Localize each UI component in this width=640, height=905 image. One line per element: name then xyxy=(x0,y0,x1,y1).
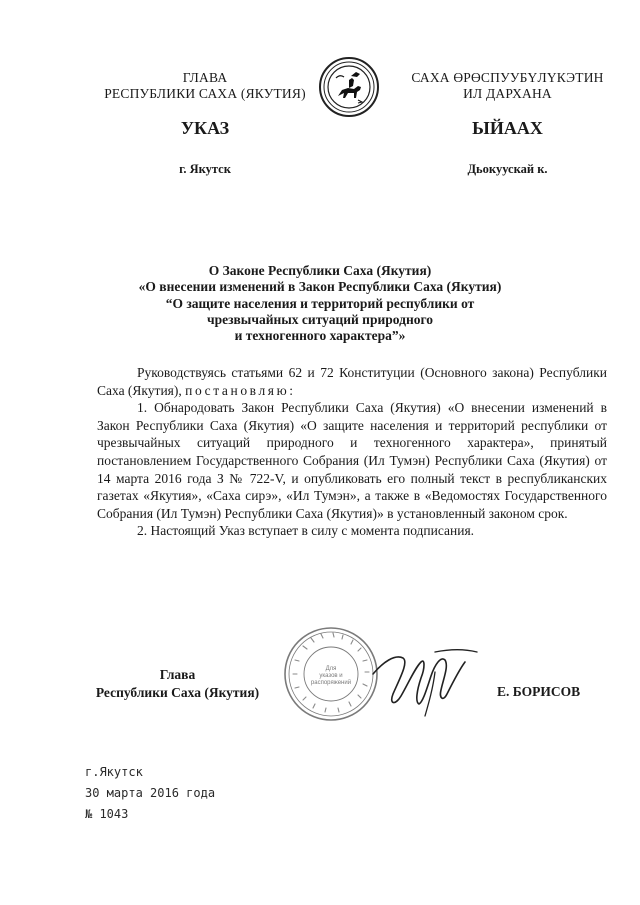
decree-title xyxy=(70,263,570,344)
stamp-center-line-2: указов и xyxy=(319,673,343,679)
resolution-word: постановляю: xyxy=(185,382,296,398)
issuer-line-2: РЕСПУБЛИКИ САХА (ЯКУТИЯ) xyxy=(104,86,306,101)
issuer-line-1-sakha: САХА ӨРӨСПУУБҮЛҮКЭТИН xyxy=(411,70,604,85)
coat-of-arms-icon xyxy=(318,56,380,118)
decree-body xyxy=(97,364,607,540)
signatory-name: Е. БОРИСОВ xyxy=(497,684,581,699)
registration-block xyxy=(85,762,215,825)
title-line: “О защите населения и территорий республики от xyxy=(165,295,475,311)
issuer-line-2-sakha: ИЛ ДАРХАНА xyxy=(463,86,552,101)
registration-date: 30 марта 2016 года xyxy=(85,786,216,800)
signature-icon xyxy=(365,632,485,722)
registration-city: г.Якутск xyxy=(85,765,143,779)
intro-text: Руководствуясь статьями 62 и 72 Конституции (Основного закона) Республики Саха (Якутия), xyxy=(97,365,607,398)
city-sakha: Дьокуускай к. xyxy=(467,162,548,176)
coat-of-arms-emblem xyxy=(318,56,380,118)
signatory-title xyxy=(80,666,275,702)
title-line: и техногенного характера”» xyxy=(234,328,406,344)
stamp-center-line-3: распоряжений xyxy=(310,680,352,686)
title-line: чрезвычайных ситуаций природного xyxy=(206,311,434,327)
stamp-center-line-1: Для xyxy=(325,666,337,672)
registration-number: № 1043 xyxy=(85,807,129,821)
title-line: О Законе Республики Саха (Якутия) xyxy=(208,263,432,278)
title-line: «О внесении изменений в Закон Республики Саха (Якутия) xyxy=(138,279,502,295)
document-type-ru: УКАЗ xyxy=(180,118,230,138)
signatory-title-line-1: Глава xyxy=(159,667,196,682)
issuer-title-ru xyxy=(70,70,340,102)
intro-paragraph xyxy=(97,364,607,399)
signatory-title-line-2: Республики Саха (Якутия) xyxy=(95,685,260,700)
decree-item-1: 1. Обнародовать Закон Республики Саха (Якутия) «О внесении изменений в Закон Республики Саха (Якутия) «О защите населения и территорий республики от чрезвычайных ситуаций природного и техногенного характера», принятый постановлением Государственного Собрания (Ил Тумэн) Республики Саха (Якутия) от 14 марта 2016 года З № 722-V, и опубликовать его полный текст в республиканских газетах «Якутия», «Саха сирэ», «Ил Тумэн», а также в «Ведомостях Государственного Собрания (Ил Тумэн) Республики Саха (Якутия)» в установленный законом срок. xyxy=(97,400,607,521)
issuer-line-1: ГЛАВА xyxy=(182,70,228,85)
decree-item-2: 2. Настоящий Указ вступает в силу с момента подписания. xyxy=(137,523,475,539)
issuer-title-sakha xyxy=(385,70,630,102)
city-ru: г. Якутск xyxy=(179,162,231,176)
handwritten-signature xyxy=(365,632,485,722)
document-type-sakha: ЫЙААХ xyxy=(472,118,543,138)
